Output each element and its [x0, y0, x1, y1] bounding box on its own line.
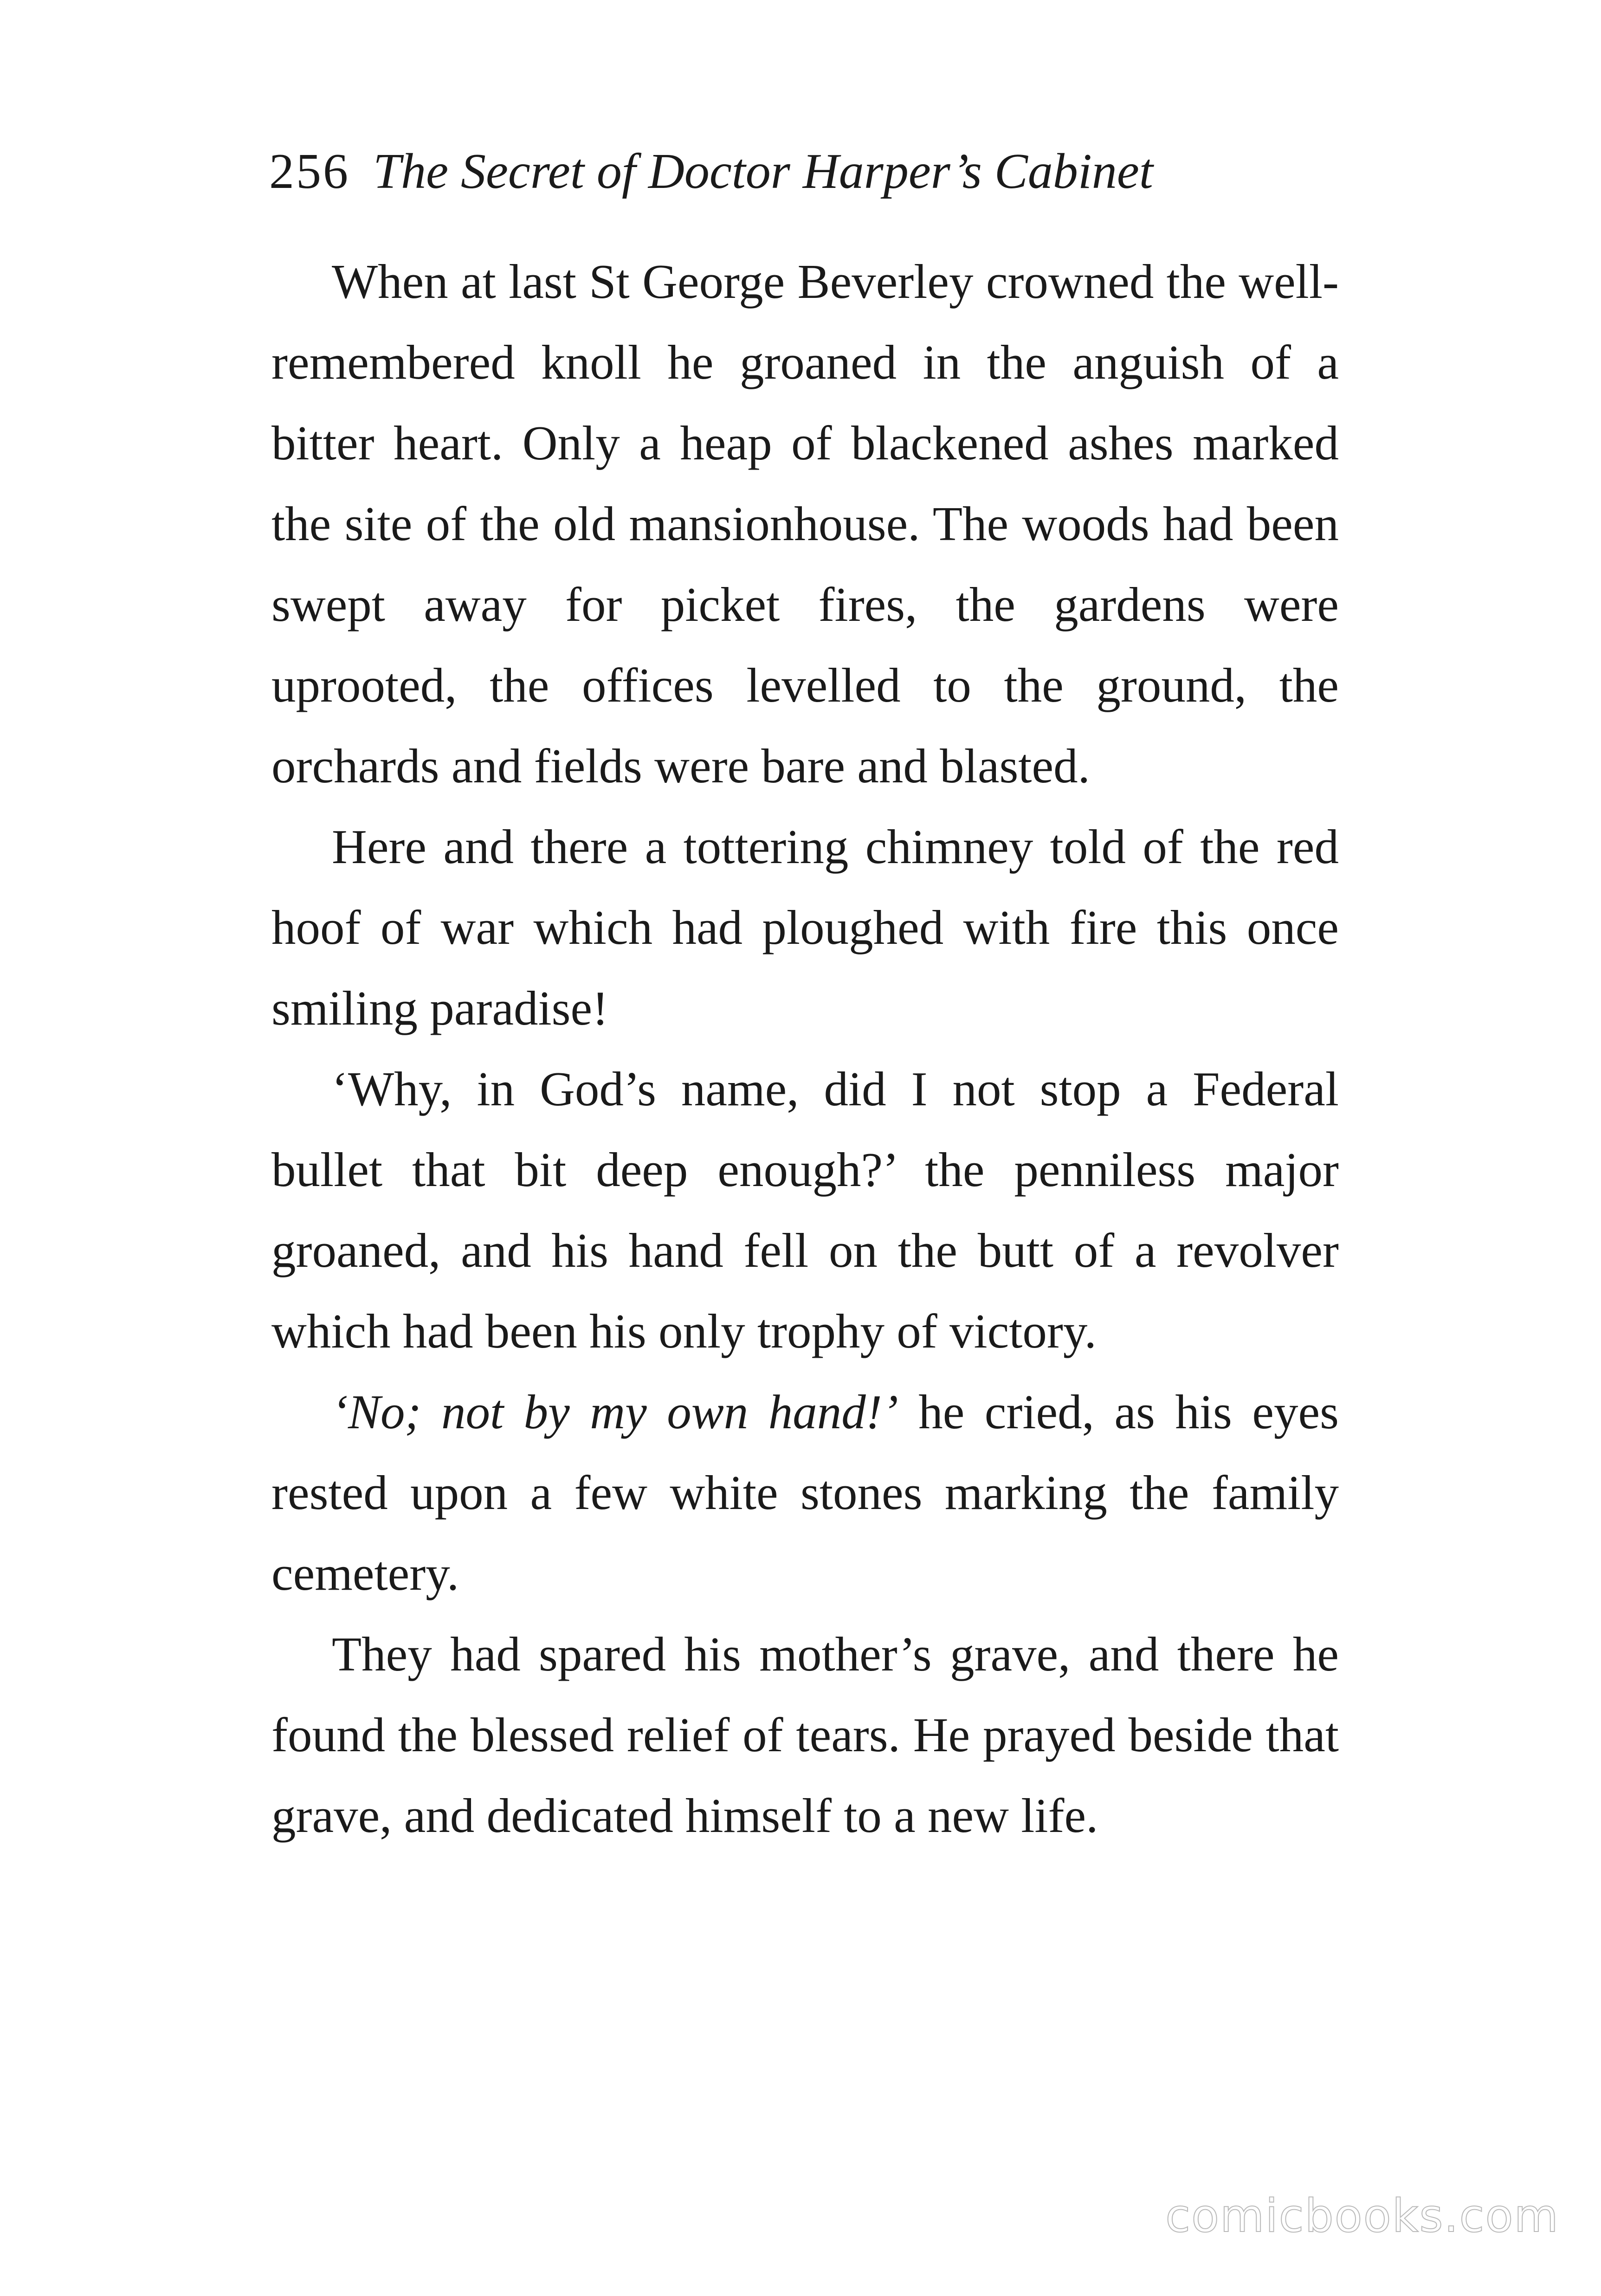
italic-exclamation: ‘No; not by my own hand!’: [332, 1385, 898, 1439]
paragraph-4-rest: he cried, as his eyes rested upon a few white stones marking the family cemetery.: [271, 1385, 1339, 1600]
watermark: comicbooks.com: [1165, 2190, 1559, 2243]
running-title: The Secret of Doctor Harper’s Cabinet: [373, 144, 1153, 199]
paragraph-2: Here and there a tottering chimney told of the red hoof of war which had ploughed with fire this once smiling paradise!: [271, 819, 1339, 1035]
paragraph-5: They had spared his mother’s grave, and there he found the blessed relief of tears. He prayed beside that grave, and dedicated himself to a new life.: [271, 1627, 1339, 1843]
paragraph-1: When at last St George Beverley crowned the well-remembered knoll he groaned in the anguish of a bitter heart. Only a heap of blackened ashes marked the site of the old mansionhouse. The woods had been swept away for picket fires, the gardens were uprooted, the offices levelled to the ground, the orchards and fields were bare and blasted.: [271, 254, 1339, 793]
paragraph-3: ‘Why, in God’s name, did I not stop a Federal bullet that bit deep enough?’ the penniless major groaned, and his hand fell on the butt of a revolver which had been his only trophy of victory.: [271, 1062, 1339, 1358]
paragraph-4: [271, 1372, 1339, 1614]
page-header: [269, 139, 1336, 204]
body-text: [271, 241, 1339, 1856]
page-number: 256: [269, 144, 350, 199]
